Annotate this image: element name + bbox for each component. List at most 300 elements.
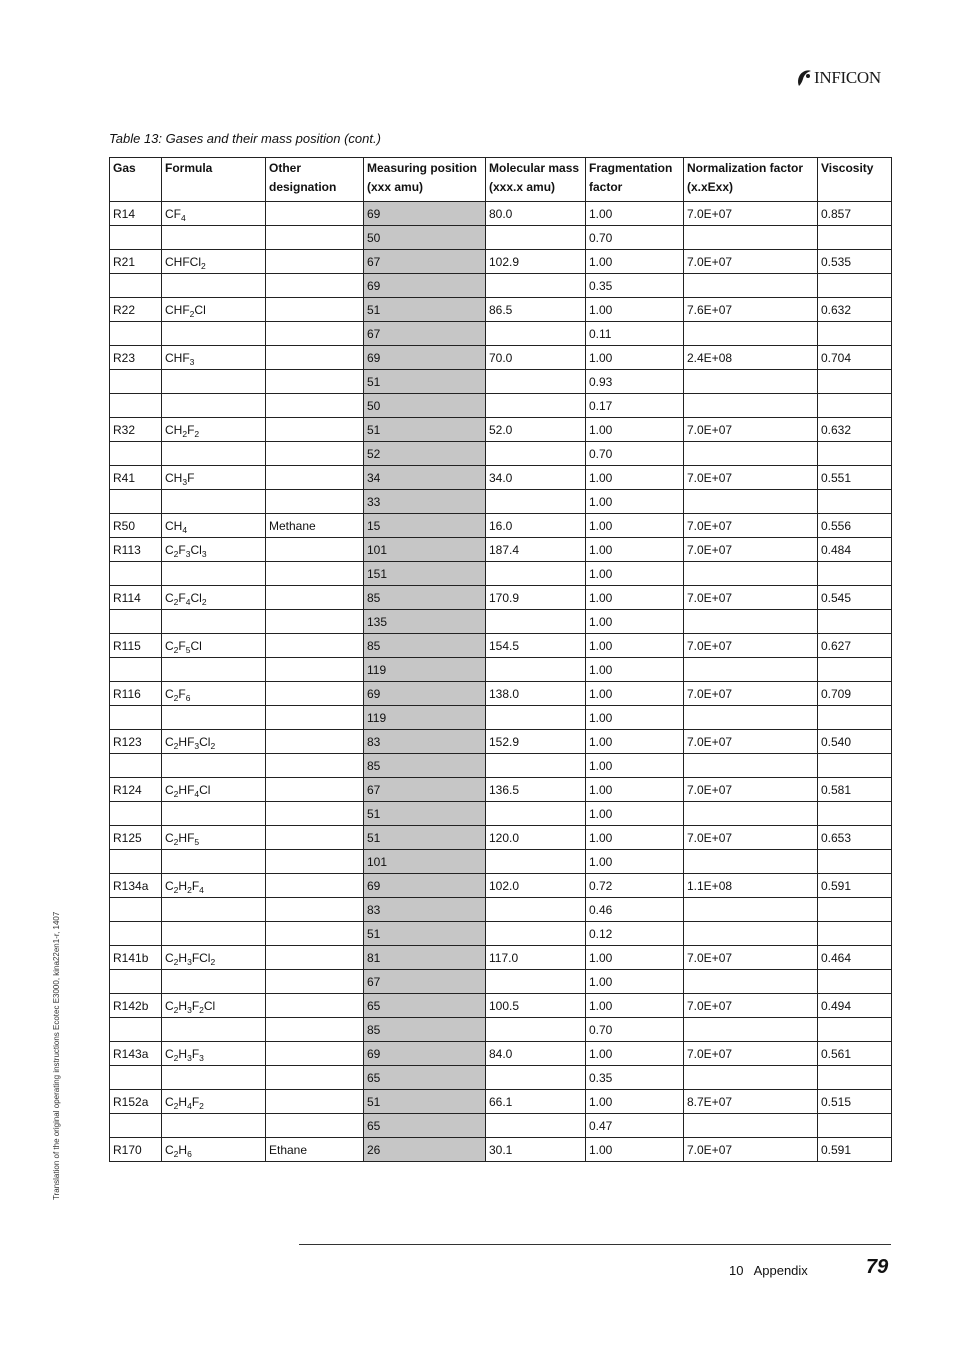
cell-measuring-position: 67 [364,970,486,994]
table-row [110,490,892,514]
cell-gas [110,970,162,994]
cell-fragmentation-factor: 1.00 [586,682,684,706]
cell-other-designation [266,226,364,250]
cell-normalization-factor [684,658,818,682]
table-row [110,826,892,850]
cell-measuring-position: 83 [364,730,486,754]
brand-name: INFICON [814,68,881,87]
cell-measuring-position: 85 [364,1018,486,1042]
cell-molecular-mass [486,442,586,466]
cell-fragmentation-factor: 0.12 [586,922,684,946]
cell-measuring-position: 69 [364,1042,486,1066]
cell-other-designation [266,394,364,418]
cell-gas: R22 [110,298,162,322]
cell-formula: $C_2HF_3Cl_2$ [162,730,266,754]
cell-normalization-factor [684,226,818,250]
table-row [110,922,892,946]
cell-other-designation [266,1066,364,1090]
cell-measuring-position: 50 [364,394,486,418]
table-row [110,346,892,370]
cell-viscosity: 0.561 [818,1042,892,1066]
table-row [110,418,892,442]
cell-molecular-mass [486,706,586,730]
cell-measuring-position: 51 [364,370,486,394]
cell-gas: R14 [110,202,162,226]
cell-formula [162,706,266,730]
cell-formula: $CH_2F_2$ [162,418,266,442]
header-measuring-position: Measuring position (xxx amu) [364,158,486,202]
cell-normalization-factor: 1.1E+08 [684,874,818,898]
header-other-designation: Other designation [266,158,364,202]
cell-other-designation [266,802,364,826]
cell-molecular-mass [486,562,586,586]
cell-measuring-position: 69 [364,682,486,706]
table-row [110,778,892,802]
cell-fragmentation-factor: 1.00 [586,538,684,562]
cell-other-designation [266,826,364,850]
cell-viscosity [818,1018,892,1042]
cell-viscosity [818,322,892,346]
cell-other-designation [266,562,364,586]
cell-gas: R142b [110,994,162,1018]
cell-other-designation [266,1090,364,1114]
cell-viscosity: 0.627 [818,634,892,658]
cell-gas [110,562,162,586]
cell-molecular-mass [486,394,586,418]
header-normalization-factor: Normalization factor (x.xExx) [684,158,818,202]
cell-fragmentation-factor: 1.00 [586,202,684,226]
cell-viscosity [818,610,892,634]
cell-formula [162,394,266,418]
cell-fragmentation-factor: 1.00 [586,610,684,634]
cell-viscosity [818,226,892,250]
cell-fragmentation-factor: 1.00 [586,346,684,370]
cell-fragmentation-factor: 0.17 [586,394,684,418]
cell-normalization-factor [684,706,818,730]
cell-molecular-mass: 100.5 [486,994,586,1018]
cell-other-designation [266,658,364,682]
cell-normalization-factor: 7.6E+07 [684,298,818,322]
cell-measuring-position: 119 [364,658,486,682]
footer-rule [299,1244,891,1245]
cell-normalization-factor [684,610,818,634]
cell-formula: $C_2F_4Cl_2$ [162,586,266,610]
cell-measuring-position: 83 [364,898,486,922]
cell-formula: $CH_3F$ [162,466,266,490]
header-molecular-mass: Molecular mass (xxx.x amu) [486,158,586,202]
cell-fragmentation-factor: 1.00 [586,586,684,610]
cell-gas [110,850,162,874]
cell-gas: R116 [110,682,162,706]
cell-fragmentation-factor: 1.00 [586,706,684,730]
cell-gas: R50 [110,514,162,538]
cell-formula [162,226,266,250]
footer-section: 10 Appendix [729,1263,808,1278]
cell-normalization-factor: 7.0E+07 [684,250,818,274]
table-row [110,226,892,250]
cell-formula [162,1114,266,1138]
cell-fragmentation-factor: 1.00 [586,466,684,490]
cell-molecular-mass [486,226,586,250]
cell-gas [110,322,162,346]
cell-fragmentation-factor: 1.00 [586,754,684,778]
table-row [110,586,892,610]
cell-other-designation [266,466,364,490]
cell-viscosity: 0.591 [818,1138,892,1162]
cell-formula: $C_2F_3Cl_3$ [162,538,266,562]
table-row [110,1042,892,1066]
cell-molecular-mass: 154.5 [486,634,586,658]
cell-other-designation [266,346,364,370]
table-row [110,1090,892,1114]
cell-formula: $C_2H_2F_4$ [162,874,266,898]
cell-normalization-factor: 8.7E+07 [684,1090,818,1114]
cell-viscosity: 0.857 [818,202,892,226]
cell-other-designation [266,946,364,970]
cell-viscosity: 0.556 [818,514,892,538]
cell-fragmentation-factor: 0.70 [586,226,684,250]
header-viscosity: Viscosity [818,158,892,202]
cell-viscosity [818,850,892,874]
cell-other-designation [266,418,364,442]
cell-formula: $C_2H_3FCl_2$ [162,946,266,970]
cell-molecular-mass [486,490,586,514]
cell-viscosity: 0.540 [818,730,892,754]
table-row [110,1066,892,1090]
cell-molecular-mass: 70.0 [486,346,586,370]
table-row [110,874,892,898]
cell-other-designation [266,274,364,298]
cell-other-designation [266,610,364,634]
table-row [110,442,892,466]
cell-formula [162,562,266,586]
cell-formula: CHFCl$_2$ [162,250,266,274]
cell-gas [110,1066,162,1090]
cell-measuring-position: 85 [364,634,486,658]
cell-gas [110,370,162,394]
cell-other-designation [266,922,364,946]
cell-viscosity: 0.494 [818,994,892,1018]
cell-normalization-factor [684,1066,818,1090]
table-row [110,634,892,658]
cell-gas: R114 [110,586,162,610]
cell-formula: $CH_4$ [162,514,266,538]
table-row [110,754,892,778]
cell-normalization-factor: 7.0E+07 [684,466,818,490]
cell-viscosity: 0.581 [818,778,892,802]
table-row [110,610,892,634]
cell-normalization-factor: 7.0E+07 [684,514,818,538]
cell-molecular-mass [486,970,586,994]
cell-molecular-mass: 187.4 [486,538,586,562]
cell-measuring-position: 65 [364,994,486,1018]
cell-other-designation [266,994,364,1018]
cell-fragmentation-factor: 0.72 [586,874,684,898]
cell-normalization-factor [684,490,818,514]
cell-fragmentation-factor: 1.00 [586,970,684,994]
cell-other-designation [266,850,364,874]
cell-formula: $C_2F_5Cl$ [162,634,266,658]
cell-measuring-position: 69 [364,274,486,298]
cell-formula: $CHF_2Cl$ [162,298,266,322]
cell-gas [110,658,162,682]
cell-molecular-mass [486,1018,586,1042]
cell-molecular-mass: 80.0 [486,202,586,226]
cell-molecular-mass: 16.0 [486,514,586,538]
cell-gas: R125 [110,826,162,850]
inficon-logo [796,68,881,88]
cell-other-designation [266,586,364,610]
cell-normalization-factor: 7.0E+07 [684,634,818,658]
cell-normalization-factor [684,922,818,946]
table-row [110,802,892,826]
cell-other-designation [266,538,364,562]
cell-fragmentation-factor: 1.00 [586,1090,684,1114]
cell-molecular-mass [486,850,586,874]
cell-molecular-mass: 66.1 [486,1090,586,1114]
cell-fragmentation-factor: 0.70 [586,1018,684,1042]
cell-gas: R21 [110,250,162,274]
cell-measuring-position: 52 [364,442,486,466]
cell-molecular-mass: 102.0 [486,874,586,898]
cell-normalization-factor [684,274,818,298]
cell-other-designation: Methane [266,514,364,538]
table-row [110,682,892,706]
cell-other-designation [266,1114,364,1138]
cell-viscosity: 0.653 [818,826,892,850]
cell-other-designation [266,754,364,778]
cell-measuring-position: 69 [364,874,486,898]
cell-fragmentation-factor: 0.47 [586,1114,684,1138]
cell-viscosity [818,898,892,922]
cell-fragmentation-factor: 1.00 [586,418,684,442]
cell-formula [162,274,266,298]
table-row [110,946,892,970]
table-row [110,730,892,754]
cell-normalization-factor: 7.0E+07 [684,946,818,970]
cell-viscosity [818,274,892,298]
cell-normalization-factor: 2.4E+08 [684,346,818,370]
cell-fragmentation-factor: 0.93 [586,370,684,394]
cell-gas: R23 [110,346,162,370]
cell-formula: $C_2H_4F_2$ [162,1090,266,1114]
cell-gas: R32 [110,418,162,442]
cell-gas [110,394,162,418]
cell-gas [110,802,162,826]
cell-viscosity [818,970,892,994]
cell-gas [110,922,162,946]
cell-molecular-mass: 117.0 [486,946,586,970]
cell-formula: $C_2H_6$ [162,1138,266,1162]
cell-viscosity: 0.632 [818,418,892,442]
cell-normalization-factor [684,442,818,466]
table-row [110,322,892,346]
cell-normalization-factor: 7.0E+07 [684,538,818,562]
cell-measuring-position: 15 [364,514,486,538]
cell-viscosity [818,394,892,418]
table-row [110,466,892,490]
cell-measuring-position: 67 [364,778,486,802]
cell-fragmentation-factor: 1.00 [586,994,684,1018]
cell-viscosity [818,1066,892,1090]
cell-normalization-factor [684,370,818,394]
cell-measuring-position: 101 [364,538,486,562]
cell-gas: R134a [110,874,162,898]
cell-molecular-mass [486,610,586,634]
cell-viscosity [818,1114,892,1138]
cell-formula [162,658,266,682]
cell-measuring-position: 67 [364,322,486,346]
cell-fragmentation-factor: 1.00 [586,298,684,322]
cell-molecular-mass [486,754,586,778]
cell-formula [162,1066,266,1090]
cell-other-designation [266,370,364,394]
cell-fragmentation-factor: 1.00 [586,562,684,586]
cell-measuring-position: 135 [364,610,486,634]
cell-measuring-position: 50 [364,226,486,250]
cell-molecular-mass: 170.9 [486,586,586,610]
cell-gas [110,1114,162,1138]
cell-formula: $C_2HF_5$ [162,826,266,850]
cell-fragmentation-factor: 1.00 [586,946,684,970]
cell-fragmentation-factor: 1.00 [586,250,684,274]
table-row [110,850,892,874]
cell-normalization-factor: 7.0E+07 [684,202,818,226]
cell-molecular-mass [486,322,586,346]
cell-molecular-mass: 138.0 [486,682,586,706]
cell-other-designation [266,1042,364,1066]
cell-viscosity [818,658,892,682]
cell-normalization-factor: 7.0E+07 [684,994,818,1018]
cell-viscosity: 0.515 [818,1090,892,1114]
cell-gas: R113 [110,538,162,562]
cell-normalization-factor [684,322,818,346]
cell-viscosity: 0.632 [818,298,892,322]
cell-viscosity: 0.464 [818,946,892,970]
cell-other-designation [266,1018,364,1042]
cell-formula: $C_2H_3F_3$ [162,1042,266,1066]
cell-measuring-position: 65 [364,1066,486,1090]
cell-gas [110,490,162,514]
cell-fragmentation-factor: 1.00 [586,826,684,850]
cell-other-designation [266,250,364,274]
cell-other-designation [266,874,364,898]
cell-fragmentation-factor: 1.00 [586,730,684,754]
cell-formula [162,370,266,394]
cell-formula: $CHF_3$ [162,346,266,370]
cell-normalization-factor: 7.0E+07 [684,682,818,706]
table-row [110,658,892,682]
cell-normalization-factor: 7.0E+07 [684,826,818,850]
cell-molecular-mass [486,802,586,826]
cell-molecular-mass [486,370,586,394]
cell-viscosity [818,706,892,730]
cell-gas: R115 [110,634,162,658]
cell-gas: R141b [110,946,162,970]
cell-formula [162,850,266,874]
cell-viscosity: 0.709 [818,682,892,706]
cell-normalization-factor [684,754,818,778]
cell-molecular-mass [486,274,586,298]
cell-viscosity [818,922,892,946]
cell-fragmentation-factor: 0.11 [586,322,684,346]
cell-gas [110,610,162,634]
cell-measuring-position: 26 [364,1138,486,1162]
cell-fragmentation-factor: 0.35 [586,274,684,298]
cell-viscosity: 0.591 [818,874,892,898]
gas-mass-table [109,157,892,1162]
cell-gas: R41 [110,466,162,490]
inficon-swoosh-icon [796,69,812,87]
cell-normalization-factor [684,1018,818,1042]
header-gas: Gas [110,158,162,202]
cell-measuring-position: 34 [364,466,486,490]
cell-viscosity [818,442,892,466]
cell-other-designation [266,322,364,346]
cell-other-designation [266,202,364,226]
table-row [110,394,892,418]
cell-viscosity: 0.551 [818,466,892,490]
cell-measuring-position: 51 [364,298,486,322]
cell-fragmentation-factor: 1.00 [586,658,684,682]
cell-viscosity [818,754,892,778]
cell-molecular-mass: 120.0 [486,826,586,850]
cell-normalization-factor [684,562,818,586]
cell-fragmentation-factor: 0.35 [586,1066,684,1090]
cell-formula [162,898,266,922]
cell-formula: $C_2H_3F_2Cl$ [162,994,266,1018]
cell-normalization-factor: 7.0E+07 [684,586,818,610]
cell-other-designation [266,730,364,754]
cell-formula [162,754,266,778]
cell-measuring-position: 51 [364,802,486,826]
cell-gas: R124 [110,778,162,802]
cell-viscosity: 0.484 [818,538,892,562]
cell-normalization-factor [684,850,818,874]
cell-normalization-factor: 7.0E+07 [684,730,818,754]
cell-normalization-factor: 7.0E+07 [684,1138,818,1162]
cell-molecular-mass: 86.5 [486,298,586,322]
cell-fragmentation-factor: 0.70 [586,442,684,466]
cell-other-designation [266,490,364,514]
cell-molecular-mass: 136.5 [486,778,586,802]
cell-formula [162,1018,266,1042]
cell-viscosity: 0.545 [818,586,892,610]
table-row [110,514,892,538]
cell-molecular-mass [486,1114,586,1138]
cell-normalization-factor [684,898,818,922]
cell-measuring-position: 119 [364,706,486,730]
table-row [110,994,892,1018]
cell-measuring-position: 81 [364,946,486,970]
cell-viscosity: 0.704 [818,346,892,370]
cell-formula [162,610,266,634]
cell-viscosity [818,370,892,394]
cell-fragmentation-factor: 1.00 [586,490,684,514]
document-reference: Translation of the original operating instructions Ecotec E3000, kina22en1-r, 1407 [52,911,61,1200]
cell-gas: R152a [110,1090,162,1114]
cell-gas [110,226,162,250]
cell-molecular-mass: 30.1 [486,1138,586,1162]
table-caption: Table 13: Gases and their mass position (cont.) [109,131,381,146]
cell-formula [162,490,266,514]
cell-molecular-mass [486,1066,586,1090]
cell-gas: R143a [110,1042,162,1066]
cell-gas: R170 [110,1138,162,1162]
table-row [110,970,892,994]
cell-other-designation [266,706,364,730]
cell-other-designation [266,682,364,706]
